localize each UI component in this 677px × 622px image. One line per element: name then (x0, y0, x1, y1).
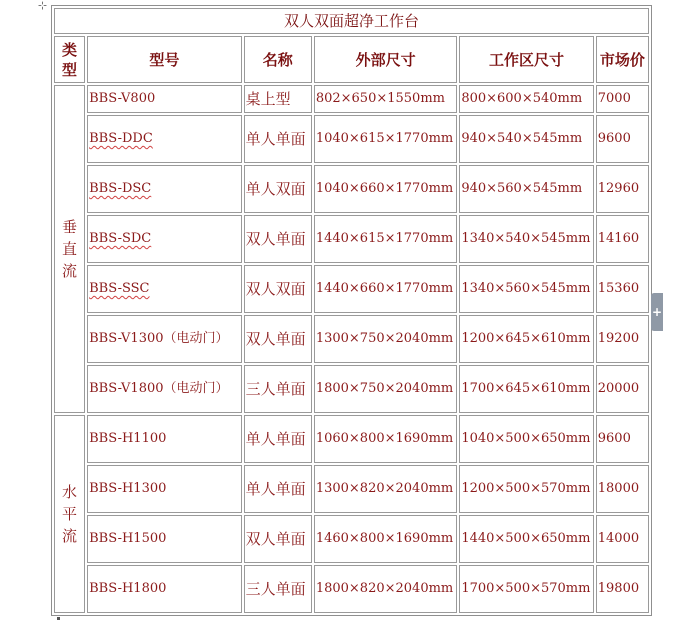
header-type: 类型 (54, 36, 85, 83)
price-cell (596, 565, 649, 613)
work-size-cell (459, 85, 593, 113)
price-cell-text: 9600 (597, 131, 631, 146)
outer-size-cell (314, 215, 457, 263)
model-cell (87, 315, 242, 363)
name-cell-text: 双人单面 (245, 229, 306, 248)
name-cell-text: 单人单面 (245, 479, 306, 498)
name-cell (244, 465, 312, 513)
table-row (54, 265, 649, 313)
outer-size-cell-text: 802×650×1550mm (315, 91, 445, 106)
name-cell-text: 双人双面 (245, 279, 306, 298)
work-size-cell (459, 315, 593, 363)
model-cell-text: BBS-H1500 (89, 531, 167, 546)
price-cell-text: 20000 (597, 381, 640, 396)
model-cell (87, 115, 242, 163)
work-size-cell (459, 415, 593, 463)
price-cell-text: 9600 (597, 431, 631, 446)
group-label (54, 415, 85, 613)
header-outer-size: 外部尺寸 (314, 36, 457, 83)
work-size-cell-text: 1340×560×545mm (461, 281, 591, 296)
outer-size-cell (314, 85, 457, 113)
table-row (54, 165, 649, 213)
model-cell (87, 365, 242, 413)
table-row (54, 415, 649, 463)
table-caption: 双人双面超净工作台 (54, 8, 649, 34)
model-cell-text: BBS-SDC (89, 231, 152, 246)
header-model: 型号 (87, 36, 242, 83)
model-cell (87, 415, 242, 463)
price-cell (596, 515, 649, 563)
work-size-cell-text: 1700×645×610mm (461, 381, 591, 396)
outer-size-cell (314, 565, 457, 613)
outer-size-cell-text: 1060×800×1690mm (315, 431, 454, 446)
model-cell-text: BBS-V1800（电动门） (89, 381, 229, 396)
work-size-cell-text: 940×540×545mm (461, 131, 583, 146)
work-size-cell-text: 1340×540×545mm (461, 231, 591, 246)
price-cell (596, 265, 649, 313)
work-size-cell (459, 265, 593, 313)
group-label-text: 水平流 (62, 483, 78, 545)
table-row (54, 515, 649, 563)
model-cell-text: BBS-V800 (89, 91, 156, 106)
group-label-text: 垂直流 (62, 218, 78, 280)
price-cell-text: 7000 (597, 91, 631, 106)
cursor-marker (57, 617, 60, 620)
price-cell-text: 19200 (597, 331, 640, 346)
price-cell-text: 12960 (597, 181, 640, 196)
price-cell (596, 85, 649, 113)
price-cell (596, 465, 649, 513)
outer-size-cell (314, 315, 457, 363)
move-cross-icon[interactable]: ⊹ (37, 0, 48, 12)
model-cell-text: BBS-H1300 (89, 481, 167, 496)
name-cell (244, 565, 312, 613)
model-cell (87, 265, 242, 313)
group-label (54, 85, 85, 413)
work-size-cell-text: 1700×500×570mm (461, 581, 591, 596)
work-size-cell (459, 115, 593, 163)
table-row (54, 215, 649, 263)
work-size-cell (459, 565, 593, 613)
name-cell (244, 515, 312, 563)
name-cell (244, 315, 312, 363)
outer-size-cell (314, 465, 457, 513)
price-cell (596, 165, 649, 213)
header-work-size: 工作区尺寸 (459, 36, 593, 83)
outer-size-cell-text: 1460×800×1690mm (315, 531, 454, 546)
outer-size-cell (314, 115, 457, 163)
outer-size-cell (314, 165, 457, 213)
name-cell (244, 265, 312, 313)
work-size-cell-text: 940×560×545mm (461, 181, 583, 196)
outer-size-cell (314, 265, 457, 313)
price-cell (596, 215, 649, 263)
model-cell-text: BBS-V1300（电动门） (89, 331, 229, 346)
table-row (54, 565, 649, 613)
work-size-cell (459, 165, 593, 213)
price-cell (596, 415, 649, 463)
model-cell-text: BBS-DDC (89, 131, 153, 146)
table-row (54, 85, 649, 113)
name-cell (244, 115, 312, 163)
name-cell-text: 双人单面 (245, 329, 306, 348)
name-cell-text: 三人单面 (245, 579, 306, 598)
name-cell-text: 单人双面 (245, 179, 306, 198)
plus-icon[interactable]: + (651, 293, 663, 331)
price-cell (596, 115, 649, 163)
model-cell-text: BBS-H1100 (89, 431, 167, 446)
name-cell (244, 165, 312, 213)
price-cell-text: 14000 (597, 531, 640, 546)
outer-size-cell-text: 1800×820×2040mm (315, 581, 454, 596)
model-cell (87, 165, 242, 213)
price-cell (596, 365, 649, 413)
outer-size-cell-text: 1440×615×1770mm (315, 231, 454, 246)
work-size-cell (459, 215, 593, 263)
work-size-cell-text: 1200×500×570mm (461, 481, 591, 496)
price-cell (596, 315, 649, 363)
outer-size-cell-text: 1300×750×2040mm (315, 331, 454, 346)
name-cell (244, 215, 312, 263)
outer-size-cell-text: 1800×750×2040mm (315, 381, 454, 396)
model-cell (87, 515, 242, 563)
table-row (54, 465, 649, 513)
name-cell-text: 三人单面 (245, 379, 306, 398)
outer-size-cell-text: 1440×660×1770mm (315, 281, 454, 296)
model-cell-text: BBS-H1800 (89, 581, 167, 596)
work-size-cell (459, 365, 593, 413)
table-row (54, 365, 649, 413)
outer-size-cell-text: 1040×615×1770mm (315, 131, 454, 146)
outer-size-cell (314, 365, 457, 413)
name-cell (244, 85, 312, 113)
model-cell-text: BBS-DSC (89, 181, 152, 196)
name-cell-text: 单人单面 (245, 429, 306, 448)
work-size-cell-text: 1200×645×610mm (461, 331, 591, 346)
table-row (54, 115, 649, 163)
price-cell-text: 14160 (597, 231, 640, 246)
model-cell (87, 85, 242, 113)
work-size-cell-text: 1040×500×650mm (461, 431, 591, 446)
table-row (54, 315, 649, 363)
work-size-cell (459, 465, 593, 513)
outer-size-cell-text: 1300×820×2040mm (315, 481, 454, 496)
model-cell (87, 215, 242, 263)
work-size-cell (459, 515, 593, 563)
name-cell-text: 桌上型 (245, 89, 291, 108)
outer-size-cell (314, 515, 457, 563)
name-cell-text: 单人单面 (245, 129, 306, 148)
name-cell (244, 415, 312, 463)
name-cell-text: 双人单面 (245, 529, 306, 548)
header-name: 名称 (244, 36, 312, 83)
name-cell (244, 365, 312, 413)
work-size-cell-text: 1440×500×650mm (461, 531, 591, 546)
work-size-cell-text: 800×600×540mm (461, 91, 583, 106)
price-cell-text: 15360 (597, 281, 640, 296)
price-cell-text: 18000 (597, 481, 640, 496)
spec-table-container (51, 5, 652, 616)
model-cell (87, 465, 242, 513)
spec-table (51, 5, 652, 616)
outer-size-cell (314, 415, 457, 463)
outer-size-cell-text: 1040×660×1770mm (315, 181, 454, 196)
header-price: 市场价 (596, 36, 649, 83)
price-cell-text: 19800 (597, 581, 640, 596)
model-cell-text: BBS-SSC (89, 281, 150, 296)
model-cell (87, 565, 242, 613)
